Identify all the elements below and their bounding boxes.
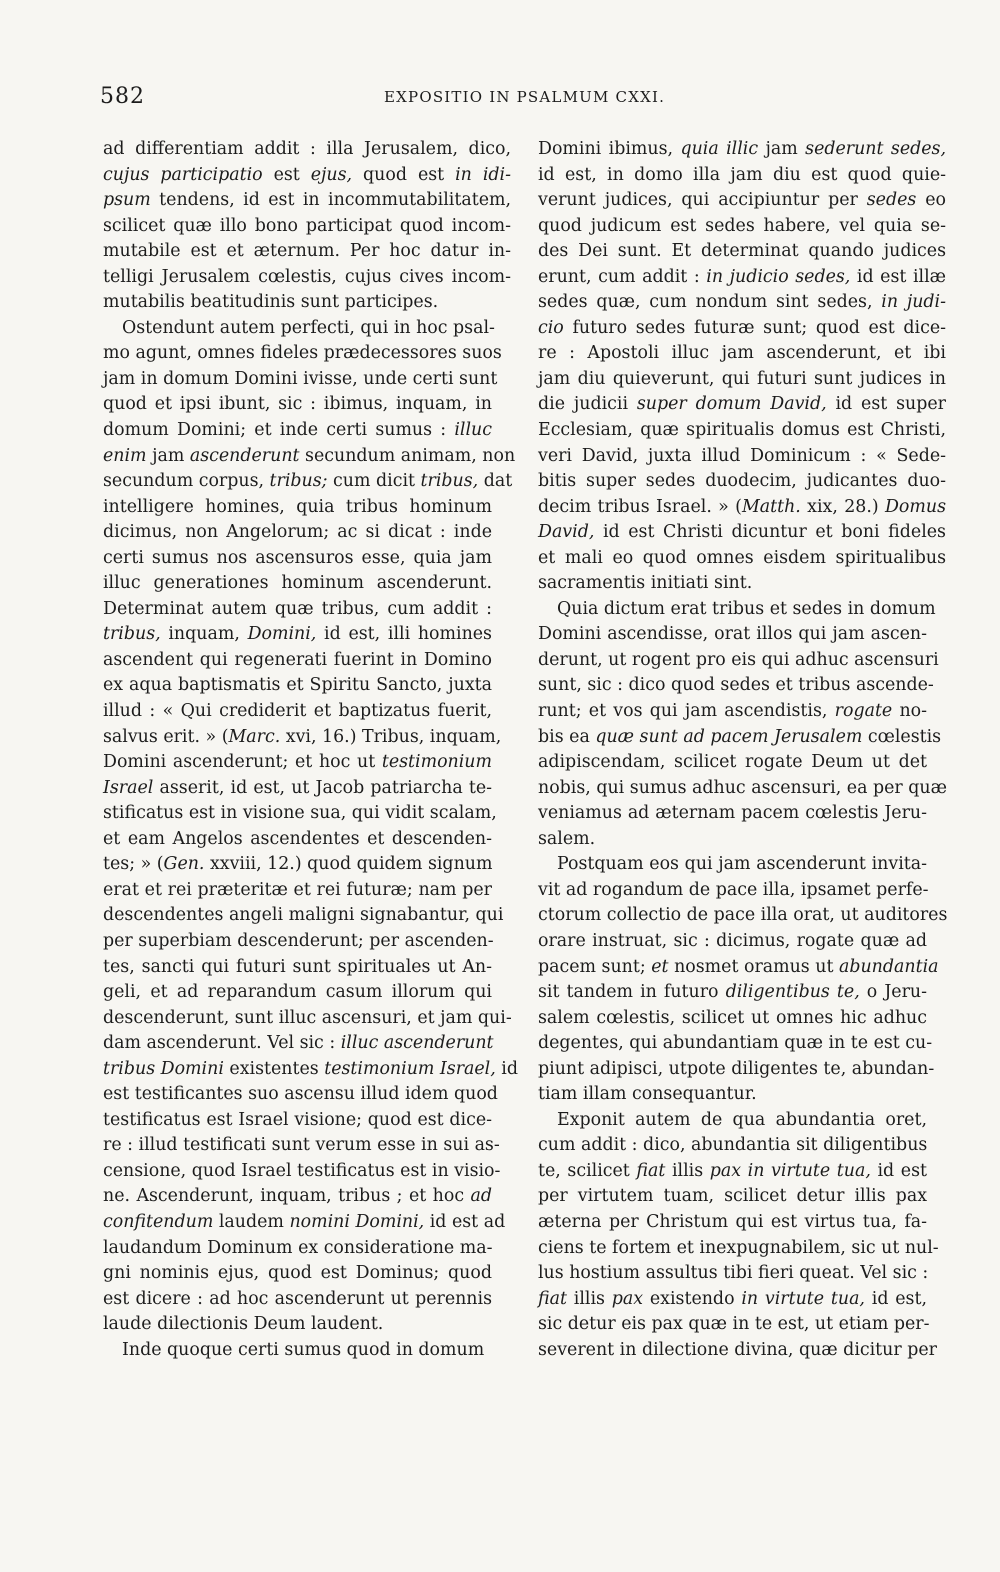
paragraph: Inde quoque certi sumus quod in domum xyxy=(122,1339,485,1360)
paragraph: Ostendunt autem perfecti, qui in hoc psal- mo agunt, omnes fideles prædecessores suos jam in domum Domini ivisse, unde certi sunt quod et ipsi ibunt, sic : ibimus, inquam, in domum Domini; et inde certi sumus : illuc enim jam ascenderunt secundum animam, non secundum corpus, tribus; cum dicit tribus, dat intelligere homines, quia tribus hominum dicimus, non Angelorum; ac si dicat : inde certi sumus nos ascensuros esse, quia jam illuc generationes hominum ascenderunt. Determinat autem quæ tribus, cum addit : tribus, inquam, Domini, id est, illi homines ascendent qui regenerati fuerint in Domino ex aqua baptismatis et Spiritu Sancto, juxta illud : « Qui crediderit et baptizatus fuerit, salvus erit. » (Marc. xvi, 16.) Tribus, inquam, Domini ascenderunt; et hoc ut testimonium Israel asserit, id est, ut Jacob patriarcha te- stificatus est in visione sua, qui vidit scalam, et eam Angelos ascendentes et descenden- tes; » (Gen. xxviii, 12.) quod quidem signum erat et rei præteritæ et rei futuræ; nam per descendentes angeli maligni signabantur, qui per superbiam descenderunt; per ascenden- tes, sancti qui futuri sunt spirituales ut An- geli, et ad reparandum casum illorum qui descenderunt, sunt illuc ascensuri, et jam qui- dam ascenderunt. Vel sic : illuc ascenderunt tribus Domini existentes testimonium Israel, id est testificantes suo ascensu illud idem quod testificatus est Israel visione; quod est dice- re : illud testificati sunt verum esse in sui as- censione, quod Israel testificatus est in visio- ne. Ascenderunt, inquam, tribus ; et hoc ad confitendum laudem nomini Domini, id est ad laudandum Dominum ex consideratione ma- gni nominis ejus, quod est Dominus; quod est dicere : ad hoc ascenderunt ut perennis laude dilectionis Deum laudent. xyxy=(103,317,519,1335)
paragraph: Postquam eos qui jam ascenderunt invita- vit ad rogandum de pace illa, ipsamet perfe- ctorum collectio de pace illa orat, ut auditores orare instruat, sic : dicimus, rogate quæ ad pacem sunt; et nosmet oramus ut abundantia sit tandem in futuro diligentibus te, o Jeru- salem cœlestis, scilicet ut omnes hic adhuc degentes, qui abundantiam quæ in te est cu- piunt adipisci, utpote diligentes te, abundan- tiam illam consequantur. xyxy=(538,854,948,1105)
paragraph: ad differentiam addit : illa Jerusalem, dico, cujus participatio est ejus, quod est in idi- psum tendens, id est in incommutabilitatem, scilicet quæ illo bono participat quod incom- mutabile est et æternum. Per hoc datur in- telligi Jerusalem cœlestis, cujus cives incom- mutabilis beatitudinis sunt participes. xyxy=(103,139,511,313)
paragraph: Domini ibimus, quia illic jam sederunt sedes, id est, in domo illa jam diu est quod quie- verunt judices, qui accipiuntur per sedes eo quod judicum est sedes habere, vel quia se- des Dei sunt. Et determinat quando judices erunt, cum addit : in judicio sedes, id est illæ sedes quæ, cum nondum sint sedes, in judi- cio futuro sedes futuræ sunt; quod est dice- re : Apostoli illuc jam ascenderunt, et ibi jam diu quieverunt, qui futuri sunt judices in die judicii super domum David, id est super Ecclesiam, quæ spiritualis domus est Christi, veri David, juxta illud Dominicum : « Sede- bitis super sedes duodecim, judicantes duo- decim tribus Israel. » (Matth. xix, 28.) Domus David, id est Christi dicuntur et boni fideles et mali eo quod omnes eisdem spiritualibus sacramentis initiati sint. xyxy=(538,139,946,594)
paragraph: Quia dictum erat tribus et sedes in domum Domini ascendisse, orat illos qui jam ascen- derunt, ut rogent pro eis qui adhuc ascensuri sunt, sic : dico quod sedes et tribus ascende- runt; et vos qui jam ascendistis, rogate no- bis ea quæ sunt ad pacem Jerusalem cœlestis adipiscendam, scilicet rogate Deum ut det nobis, qui sumus adhuc ascensuri, ea per quæ veniamus ad æternam pacem cœlestis Jeru- salem. xyxy=(538,598,947,849)
page-number: 582 xyxy=(100,84,145,109)
right-column xyxy=(538,137,946,1363)
left-column xyxy=(103,137,519,1363)
paragraph: Exponit autem de qua abundantia oret, cum addit : dico, abundantia sit diligentibus te, scilicet fiat illis pax in virtute tua, id est per virtutem tuam, scilicet detur illis pax æterna per Christum qui est virtus tua, fa- ciens te fortem et inexpugnabilem, sic ut nul- lus hostium assultus tibi fieri queat. Vel sic : fiat illis pax existendo in virtute tua, id est, sic detur eis pax quæ in te est, ut etiam per- severent in dilectione divina, quæ dicitur per xyxy=(538,1109,939,1360)
running-head: EXPOSITIO IN PSALMUM CXXI. xyxy=(384,88,666,106)
